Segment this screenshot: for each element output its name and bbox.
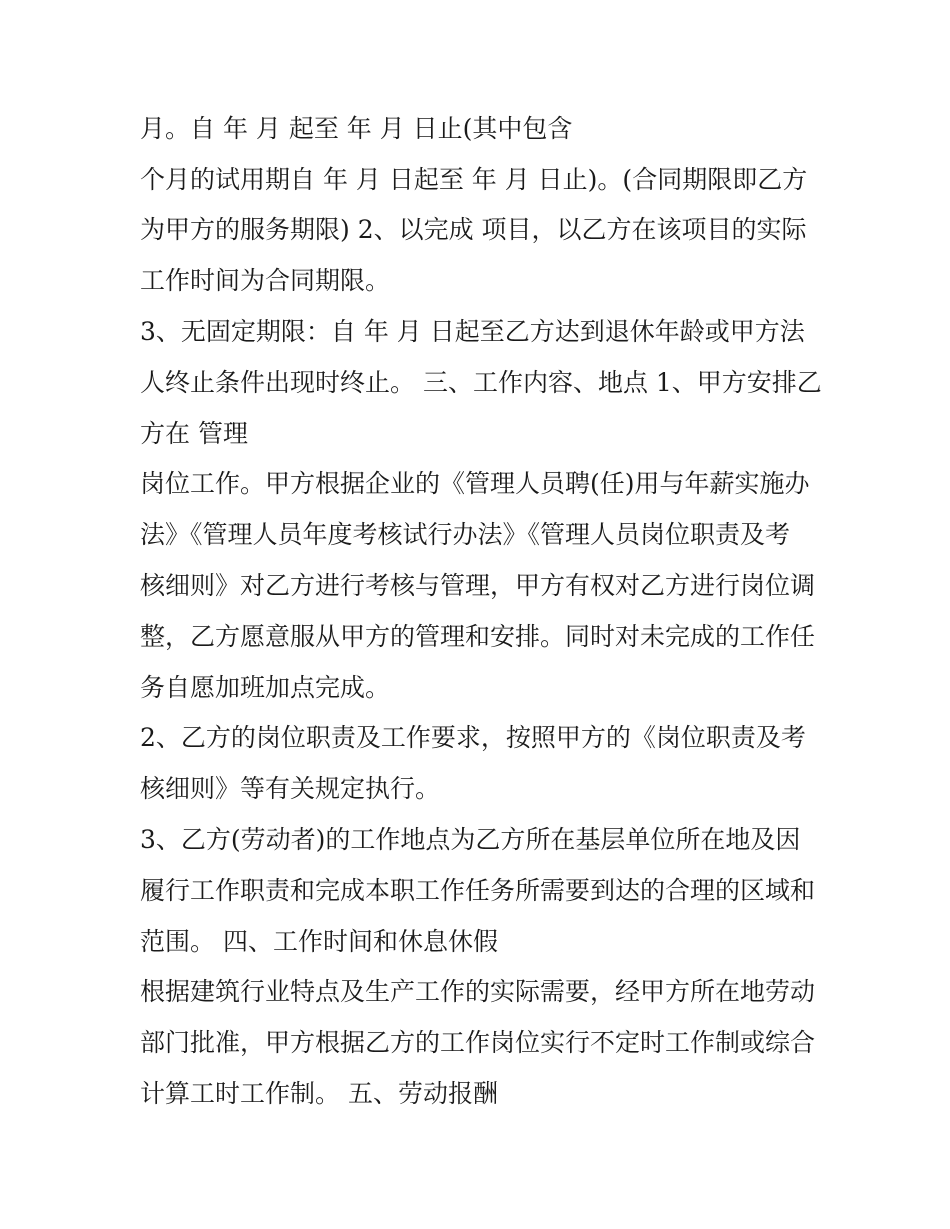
text-line: 核细则》对乙方进行考核与管理，甲方有权对乙方进行岗位调 (140, 571, 816, 600)
text-line: 月。自 年 月 起至 年 月 日止(其中包含 (140, 114, 573, 143)
text-line: 部门批准，甲方根据乙方的工作岗位实行不定时工作制或综合 (140, 1028, 816, 1057)
text-line: 务自愿加班加点完成。 (140, 673, 391, 702)
text-line: 法》《管理人员年度考核试行办法》《管理人员岗位职责及考 (140, 520, 791, 549)
text-line: 核细则》等有关规定执行。 (140, 774, 441, 803)
text-line: 整，乙方愿意服从甲方的管理和安排。同时对未完成的工作任 (140, 622, 816, 651)
text-line: 3、无固定期限：自 年 月 日起至乙方达到退休年龄或甲方法 (140, 317, 805, 346)
text-line: 个月的试用期自 年 月 日起至 年 月 日止)。(合同期限即乙方 (140, 165, 808, 194)
text-line: 工作时间为合同期限。 (140, 266, 391, 295)
text-line: 3、乙方(劳动者)的工作地点为乙方所在基层单位所在地及因 (140, 825, 801, 854)
text-line: 为甲方的服务期限) 2、以完成 项目，以乙方在该项目的实际 (140, 215, 807, 244)
text-line: 根据建筑行业特点及生产工作的实际需要，经甲方所在地劳动 (140, 977, 816, 1006)
text-line: 人终止条件出现时终止。 三、工作内容、地点 1、甲方安排乙 (140, 368, 822, 397)
text-line: 计算工时工作制。 五、劳动报酬 (140, 1079, 498, 1108)
text-line: 范围。 四、工作时间和休息休假 (140, 927, 498, 956)
text-line: 履行工作职责和完成本职工作任务所需要到达的合理的区域和 (140, 876, 816, 905)
text-line: 2、乙方的岗位职责及工作要求，按照甲方的《岗位职责及考 (140, 723, 806, 752)
text-line: 岗位工作。甲方根据企业的《管理人员聘(任)用与年薪实施办 (140, 469, 810, 498)
text-line: 方在 管理 (140, 419, 248, 448)
